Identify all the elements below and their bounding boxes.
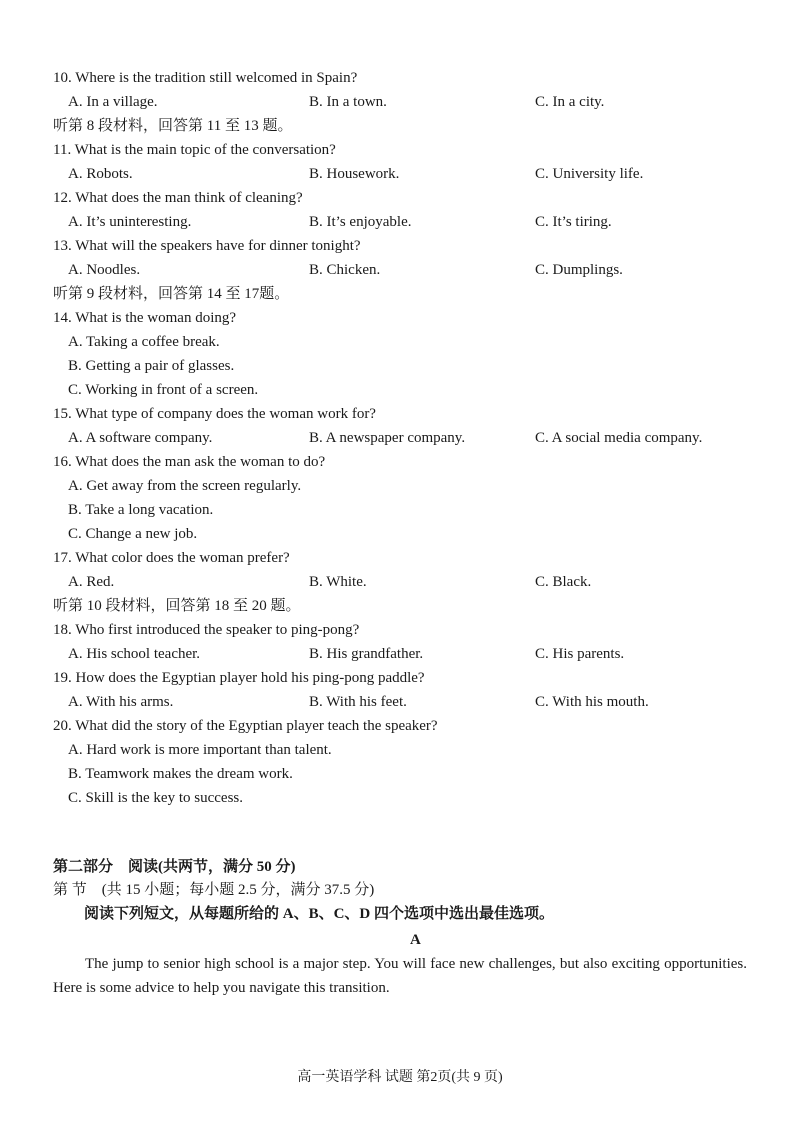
q10-option-c: C. In a city.	[535, 94, 605, 110]
q13-option-b: B. Chicken.	[309, 262, 381, 278]
question-15: 15. What type of company does the woman work for?	[53, 406, 376, 422]
q18-option-a: A. His school teacher.	[68, 646, 201, 662]
instruction-section-10: 听第 10 段材料，回答第 18 至 20 题。	[53, 598, 301, 614]
question-17: 17. What color does the woman prefer?	[53, 550, 290, 566]
q16-option-b: B. Take a long vacation.	[68, 502, 214, 518]
q15-option-c: C. A social media company.	[535, 430, 703, 446]
question-12: 12. What does the man think of cleaning?	[53, 190, 303, 206]
q14-option-c: C. Working in front of a screen.	[68, 382, 259, 398]
question-14: 14. What is the woman doing?	[53, 310, 237, 326]
q12-option-a: A. It’s uninteresting.	[68, 214, 192, 230]
passage-paragraph: The jump to senior high school is a major step. You will face new challenges, but also exciting opportunities. Here is some advice to help you navigate this transition.	[53, 956, 747, 996]
q17-option-c: C. Black.	[535, 574, 592, 590]
q18-option-c: C. His parents.	[535, 646, 625, 662]
q15-option-a: A. A software company.	[68, 430, 213, 446]
q10-option-b: B. In a town.	[309, 94, 387, 110]
q15-option-b: B. A newspaper company.	[309, 430, 466, 446]
question-13: 13. What will the speakers have for dinner tonight?	[53, 238, 361, 254]
q14-option-a: A. Taking a coffee break.	[68, 334, 220, 350]
q14-option-b: B. Getting a pair of glasses.	[68, 358, 235, 374]
page-footer: 高一英语学科 试题 第2页(共 9 页)	[297, 1070, 503, 1085]
part-2-title: 第二部分 阅读(共两节，满分 50 分)	[53, 859, 296, 875]
q18-option-b: B. His grandfather.	[309, 646, 424, 662]
q17-option-a: A. Red.	[68, 574, 115, 590]
question-19: 19. How does the Egyptian player hold his ping-pong paddle?	[53, 670, 425, 686]
q11-option-c: C. University life.	[535, 166, 644, 182]
q11-option-b: B. Housework.	[309, 166, 400, 182]
q10-option-a: A. In a village.	[68, 94, 158, 110]
question-11: 11. What is the main topic of the conversation?	[53, 142, 336, 158]
question-10: 10. Where is the tradition still welcomed in Spain?	[53, 70, 358, 86]
section-1-heading: 第 节 (共 15 小题；每小题 2.5 分，满分 37.5 分)	[53, 882, 375, 898]
reading-directions: 阅读下列短文，从每题所给的 A、B、C、D 四个选项中选出最佳选项。	[84, 906, 555, 922]
q13-option-a: A. Noodles.	[68, 262, 141, 278]
question-18: 18. Who first introduced the speaker to ping-pong?	[53, 622, 360, 638]
q19-option-c: C. With his mouth.	[535, 694, 649, 710]
q13-option-c: C. Dumplings.	[535, 262, 623, 278]
q16-option-a: A. Get away from the screen regularly.	[68, 478, 302, 494]
q19-option-a: A. With his arms.	[68, 694, 174, 710]
question-20: 20. What did the story of the Egyptian player teach the speaker?	[53, 718, 438, 734]
q20-option-b: B. Teamwork makes the dream work.	[68, 766, 293, 782]
q19-option-b: B. With his feet.	[309, 694, 407, 710]
q17-option-b: B. White.	[309, 574, 367, 590]
q12-option-b: B. It’s enjoyable.	[309, 214, 412, 230]
instruction-section-8: 听第 8 段材料，回答第 11 至 13 题。	[53, 118, 293, 134]
q20-option-a: A. Hard work is more important than talent.	[68, 742, 332, 758]
q16-option-c: C. Change a new job.	[68, 526, 198, 542]
q20-option-c: C. Skill is the key to success.	[68, 790, 243, 806]
q12-option-c: C. It’s tiring.	[535, 214, 612, 230]
q11-option-a: A. Robots.	[68, 166, 133, 182]
instruction-section-9: 听第 9 段材料，回答第 14 至 17题。	[53, 286, 290, 302]
question-16: 16. What does the man ask the woman to do?	[53, 454, 326, 470]
passage-label: A	[410, 932, 421, 948]
